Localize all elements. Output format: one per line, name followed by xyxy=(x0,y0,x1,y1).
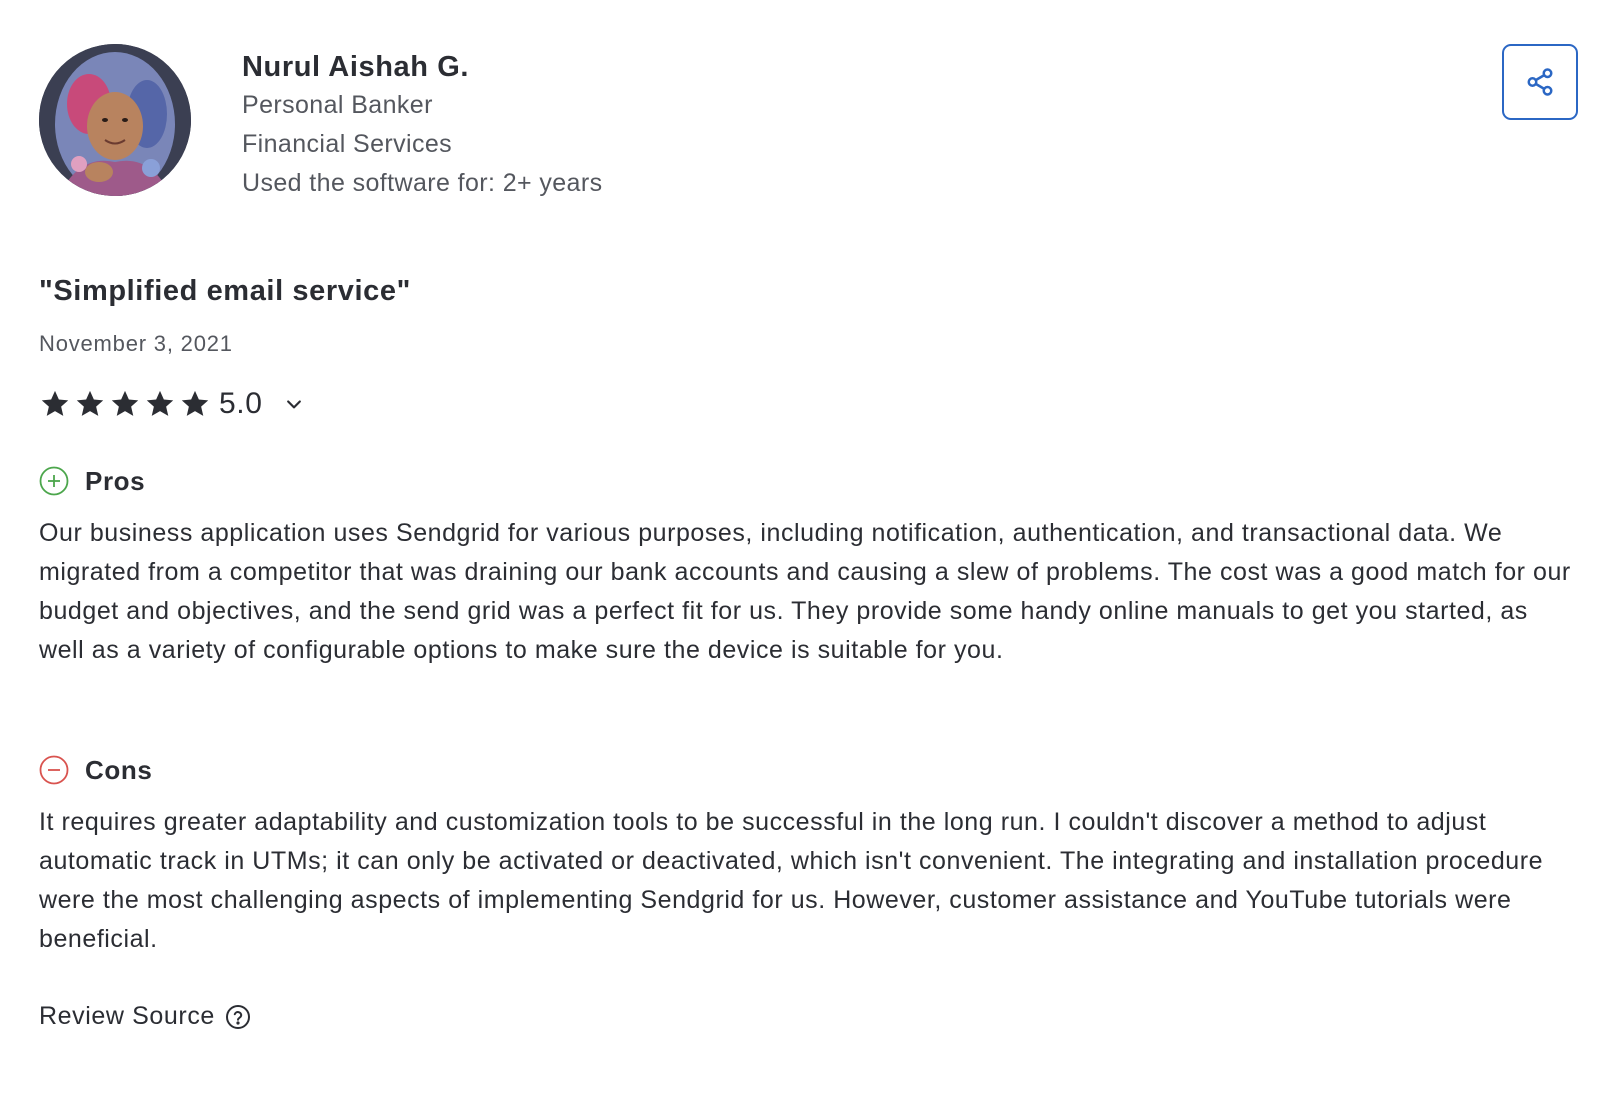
review-title: "Simplified email service" xyxy=(39,275,411,307)
star-icon xyxy=(109,388,141,420)
share-icon xyxy=(1525,67,1555,97)
reviewer-industry: Financial Services xyxy=(242,130,453,158)
reviewer-avatar xyxy=(39,44,191,196)
review-source-label: Review Source xyxy=(39,1002,215,1030)
chevron-down-icon xyxy=(284,394,304,414)
reviewer-usage-duration: Used the software for: 2+ years xyxy=(242,169,603,197)
plus-circle-icon xyxy=(39,466,69,496)
star-icon xyxy=(144,388,176,420)
rating-value: 5.0 xyxy=(219,387,263,420)
star-icon xyxy=(179,388,211,420)
reviewer-role: Personal Banker xyxy=(242,91,433,119)
share-button[interactable] xyxy=(1502,44,1578,120)
star-rating xyxy=(39,388,211,420)
cons-label: Cons xyxy=(85,754,153,785)
star-icon xyxy=(74,388,106,420)
reviewer-name: Nurul Aishah G. xyxy=(242,51,470,83)
reviewer-info xyxy=(242,48,602,203)
review-date: November 3, 2021 xyxy=(39,331,233,356)
rating-summary xyxy=(39,384,307,424)
question-circle-icon[interactable] xyxy=(225,1004,251,1030)
rating-details-toggle[interactable] xyxy=(281,391,307,417)
review-source-link[interactable] xyxy=(39,1002,251,1031)
pros-text: Our business application uses Sendgrid for various purposes, including notification, authentication, and transactional data. We migrated from a competitor that was draining our bank accounts and causing a slew of problems. The cost was a good match for our budget and objectives, and the send grid was a perfect fit for us. They provide some handy online manuals to get you started, as well as a variety of configurable options to make sure the device is suitable for you. xyxy=(39,519,1571,664)
pros-label: Pros xyxy=(85,465,146,496)
minus-circle-icon xyxy=(39,755,69,785)
star-icon xyxy=(39,388,71,420)
cons-heading xyxy=(39,753,152,787)
cons-text: It requires greater adaptability and customization tools to be successful in the long run. I couldn't discover a method to adjust automatic track in UTMs; it can only be activated or deactivated, which isn't convenient. The integrating and installation procedure were the most challenging aspects of implementing Sendgrid for us. However, customer assistance and YouTube tutorials were beneficial. xyxy=(39,808,1544,953)
pros-heading xyxy=(39,464,145,498)
